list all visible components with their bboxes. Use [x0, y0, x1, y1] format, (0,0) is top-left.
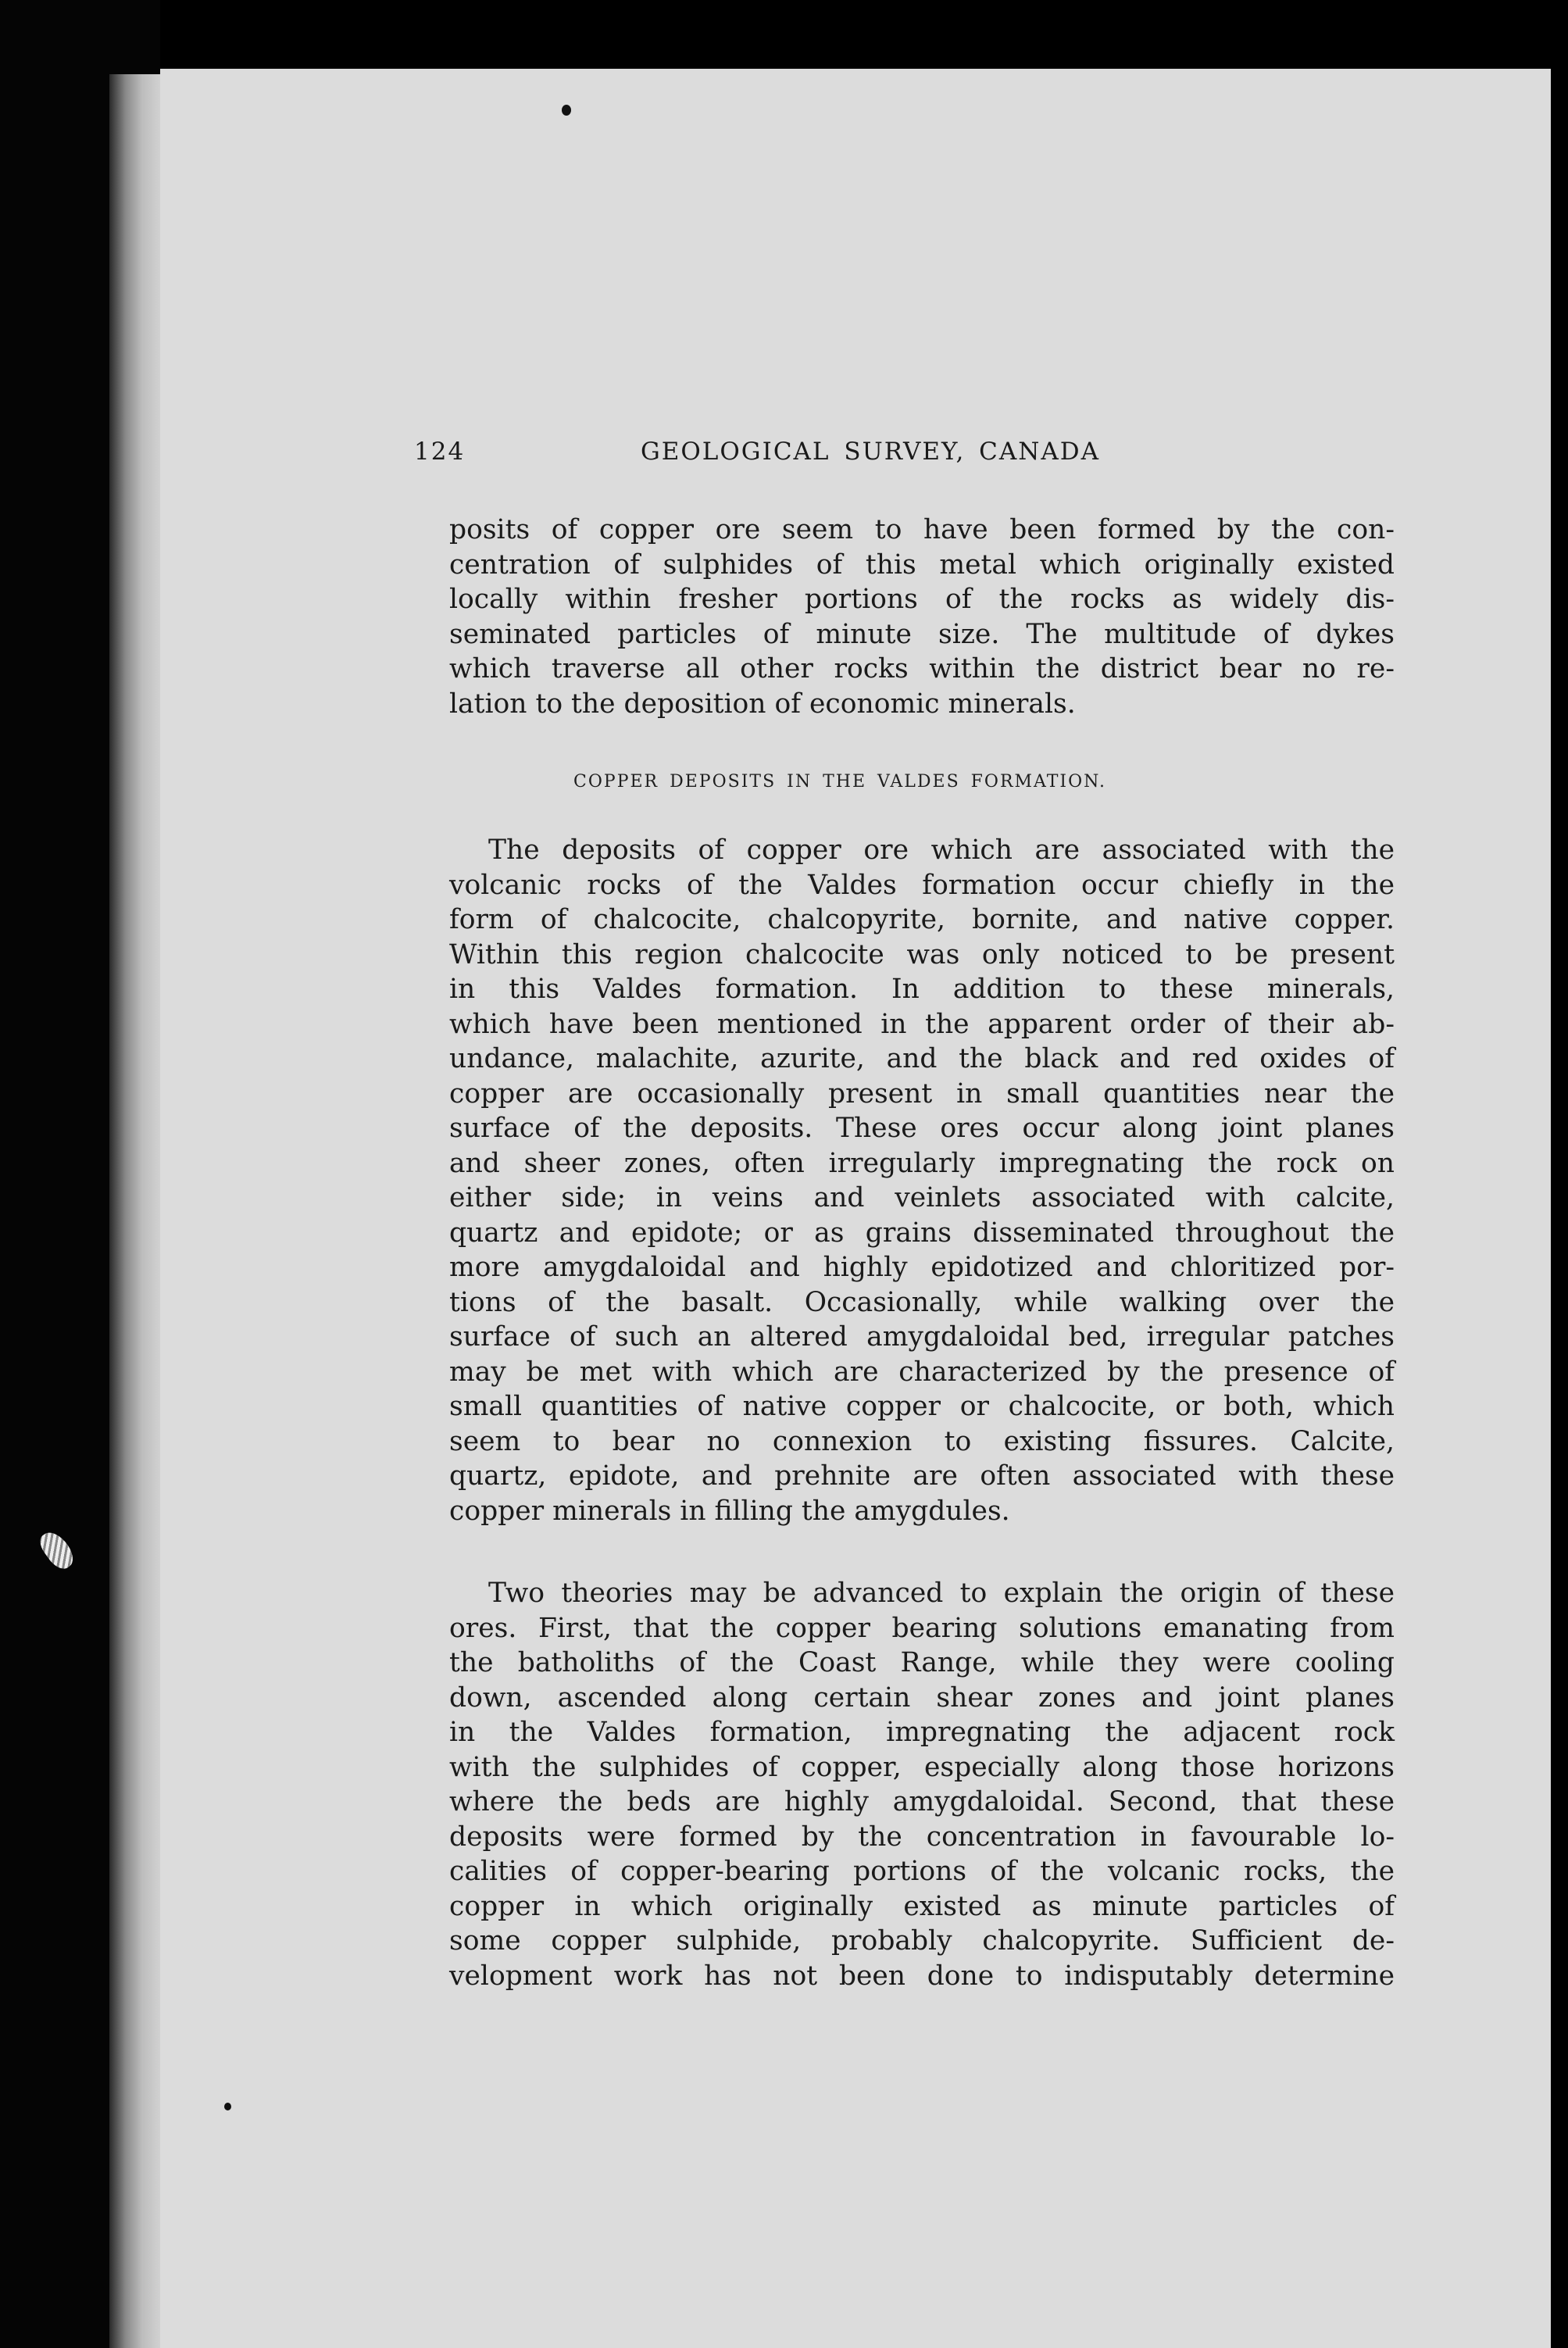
text-line: quartz and epidote; or as grains disseminated throughout the: [449, 1217, 1395, 1249]
text-line: surface of such an altered amygdaloidal bed, irregular patches: [449, 1321, 1395, 1353]
text-line: copper minerals in filling the amygdules.: [449, 1495, 1010, 1527]
text-line: Two theories may be advanced to explain the origin of these: [488, 1578, 1395, 1609]
text-line: The deposits of copper ore which are associated with the: [488, 834, 1395, 866]
text-line: in this Valdes formation. In addition to these minerals,: [449, 974, 1395, 1005]
text-line: which traverse all other rocks within the district bear no re-: [449, 653, 1395, 684]
text-line: ores. First, that the copper bearing solutions emanating from: [449, 1612, 1395, 1644]
text-line: deposits were formed by the concentration in favourable lo-: [449, 1821, 1395, 1853]
paragraph-1: [449, 513, 1395, 721]
text-line: Within this region chalcocite was only noticed to be present: [449, 938, 1395, 970]
text-line: may be met with which are characterized by the presence of: [449, 1356, 1395, 1388]
text-line: form of chalcocite, chalcopyrite, bornite, and native copper.: [449, 904, 1395, 935]
text-line: locally within fresher portions of the rocks as widely dis-: [449, 584, 1395, 615]
text-line: in the Valdes formation, impregnating the adjacent rock: [449, 1717, 1395, 1748]
text-line: more amygdaloidal and highly epidotized and chloritized por-: [449, 1252, 1395, 1283]
text-line: posits of copper ore seem to have been formed by the con-: [449, 514, 1395, 545]
text-line: either side; in veins and veinlets associated with calcite,: [449, 1182, 1395, 1213]
section-heading: COPPER DEPOSITS IN THE VALDES FORMATION.: [573, 772, 1106, 792]
scan-speck-bottom: [224, 2103, 231, 2110]
text-line: calities of copper-bearing portions of the volcanic rocks, the: [449, 1856, 1395, 1887]
text-line: copper are occasionally present in small quantities near the: [449, 1078, 1395, 1110]
text-line: which have been mentioned in the apparent order of their ab-: [449, 1008, 1395, 1040]
page-binding-edge: [109, 74, 164, 2348]
text-line: lation to the deposition of economic minerals.: [449, 688, 1076, 720]
text-line: the batholiths of the Coast Range, while they were cooling: [449, 1647, 1395, 1678]
page-number: 124: [414, 438, 466, 466]
scan-border-right: [1551, 0, 1568, 2348]
text-line: undance, malachite, azurite, and the black and red oxides of: [449, 1043, 1395, 1074]
paragraph-3: [449, 1576, 1395, 1993]
text-line: tions of the basalt. Occasionally, while walking over the: [449, 1286, 1395, 1318]
text-line: quartz, epidote, and prehnite are often associated with these: [449, 1460, 1395, 1492]
text-line: seem to bear no connexion to existing fissures. Calcite,: [449, 1425, 1395, 1457]
text-line: down, ascended along certain shear zones and joint planes: [449, 1681, 1395, 1714]
text-line: seminated particles of minute size. The multitude of dykes: [449, 618, 1395, 650]
scan-border-top: [0, 0, 1568, 72]
text-line: copper in which originally existed as minute particles of: [449, 1890, 1395, 1922]
text-line: and sheer zones, often irregularly impregnating the rock on: [449, 1147, 1395, 1179]
text-line: some copper sulphide, probably chalcopyrite. Sufficient de-: [449, 1925, 1395, 1957]
text-line: with the sulphides of copper, especially along those horizons: [449, 1751, 1395, 1783]
text-line: where the beds are highly amygdaloidal. Second, that these: [449, 1786, 1395, 1817]
paragraph-2: [449, 833, 1395, 1528]
running-head: [414, 438, 1398, 477]
scan-speck-top: [562, 105, 571, 116]
text-line: velopment work has not been done to indisputably determine: [449, 1960, 1395, 1992]
journal-title: GEOLOGICAL SURVEY, CANADA: [641, 438, 1101, 466]
text-line: centration of sulphides of this metal which originally existed: [449, 549, 1395, 581]
text-line: small quantities of native copper or chalcocite, or both, which: [449, 1391, 1395, 1422]
text-line: volcanic rocks of the Valdes formation occur chiefly in the: [449, 869, 1395, 901]
text-line: surface of the deposits. These ores occur along joint planes: [449, 1113, 1395, 1144]
